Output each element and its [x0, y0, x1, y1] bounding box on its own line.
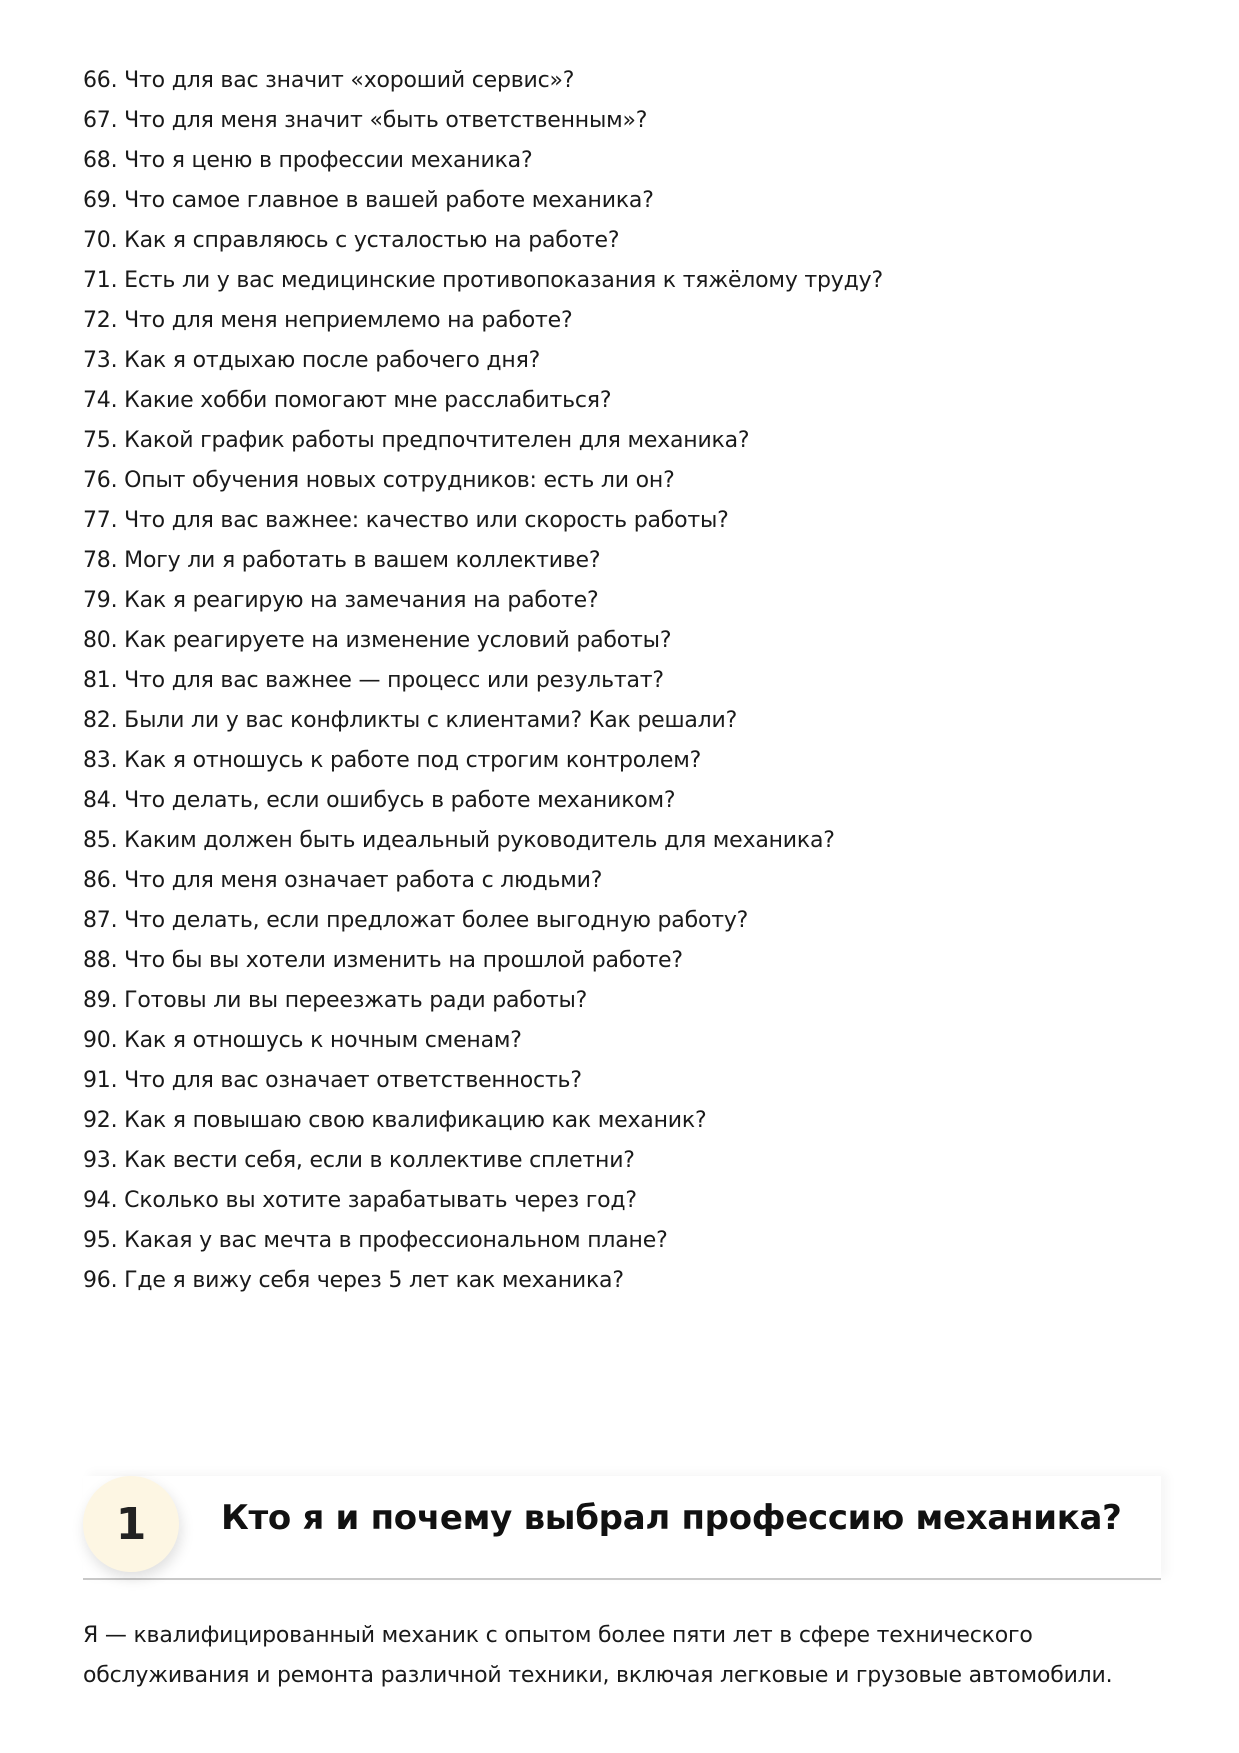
- question-item: 79. Как я реагирую на замечания на работе?: [83, 588, 599, 613]
- question-item: 90. Как я отношусь к ночным сменам?: [83, 1028, 522, 1053]
- question-item: 94. Сколько вы хотите зарабатывать через год?: [83, 1188, 637, 1213]
- question-item: 72. Что для меня неприемлемо на работе?: [83, 308, 573, 333]
- section-paragraph: Я — квалифицированный механик с опытом более пяти лет в сфере технического обслуживания и ремонта различной техники, включая легковые и грузовые автомобили.: [83, 1623, 1113, 1688]
- question-list: [83, 61, 883, 1301]
- question-item: 85. Каким должен быть идеальный руководитель для механика?: [83, 828, 835, 853]
- section-header: [83, 1476, 1161, 1580]
- section-number-badge: 1: [83, 1476, 179, 1572]
- question-item: 93. Как вести себя, если в коллективе сплетни?: [83, 1148, 635, 1173]
- question-item: 89. Готовы ли вы переезжать ради работы?: [83, 988, 588, 1013]
- question-item: 92. Как я повышаю свою квалификацию как механик?: [83, 1108, 707, 1133]
- question-item: 95. Какая у вас мечта в профессиональном плане?: [83, 1228, 668, 1253]
- question-item: 76. Опыт обучения новых сотрудников: есть ли он?: [83, 468, 675, 493]
- question-item: 91. Что для вас означает ответственность?: [83, 1068, 582, 1093]
- question-item: 71. Есть ли у вас медицинские противопоказания к тяжёлому труду?: [83, 268, 883, 293]
- question-item: 74. Какие хобби помогают мне расслабиться?: [83, 388, 612, 413]
- question-item: 77. Что для вас важнее: качество или скорость работы?: [83, 508, 729, 533]
- question-item: 67. Что для меня значит «быть ответственным»?: [83, 108, 648, 133]
- question-item: 80. Как реагируете на изменение условий работы?: [83, 628, 672, 653]
- question-item: 68. Что я ценю в профессии механика?: [83, 148, 533, 173]
- question-item: 78. Могу ли я работать в вашем коллективе?: [83, 548, 601, 573]
- question-item: 86. Что для меня означает работа с людьми?: [83, 868, 603, 893]
- question-item: 73. Как я отдыхаю после рабочего дня?: [83, 348, 541, 373]
- question-item: 75. Какой график работы предпочтителен для механика?: [83, 428, 750, 453]
- section-title: Кто я и почему выбрал профессию механика?: [221, 1498, 1122, 1538]
- question-item: 70. Как я справляюсь с усталостью на работе?: [83, 228, 620, 253]
- question-item: 82. Были ли у вас конфликты с клиентами? Как решали?: [83, 708, 738, 733]
- question-item: 87. Что делать, если предложат более выгодную работу?: [83, 908, 749, 933]
- question-item: 81. Что для вас важнее — процесс или результат?: [83, 668, 664, 693]
- question-item: 88. Что бы вы хотели изменить на прошлой работе?: [83, 948, 683, 973]
- question-item: 83. Как я отношусь к работе под строгим контролем?: [83, 748, 702, 773]
- question-item: 96. Где я вижу себя через 5 лет как механика?: [83, 1268, 624, 1293]
- question-item: 69. Что самое главное в вашей работе механика?: [83, 188, 654, 213]
- question-item: 84. Что делать, если ошибусь в работе механиком?: [83, 788, 676, 813]
- question-item: 66. Что для вас значит «хороший сервис»?: [83, 68, 575, 93]
